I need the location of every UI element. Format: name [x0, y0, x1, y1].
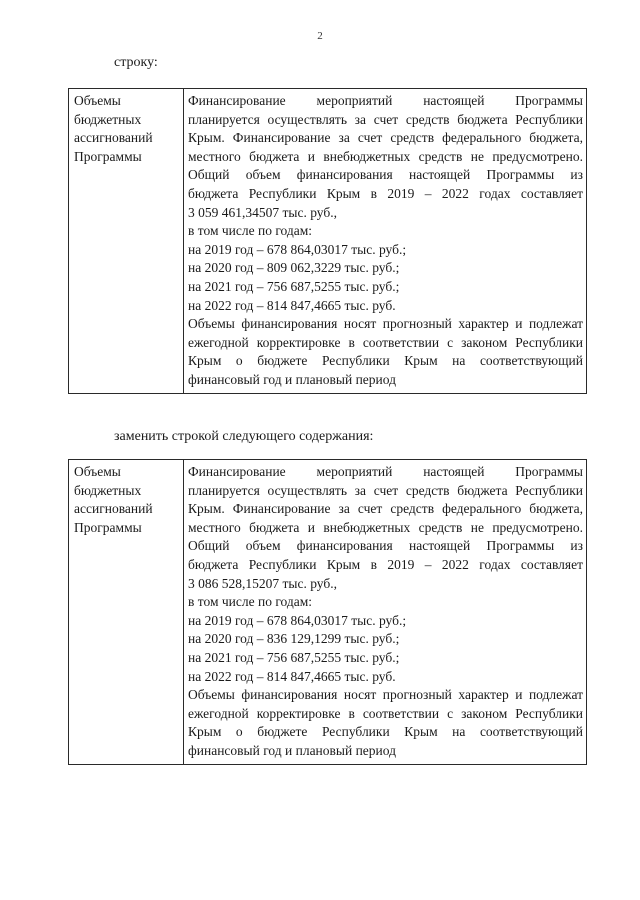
year-amount-2020: на 2020 год – 809 062,3229 тыс. руб.; — [188, 260, 400, 276]
year-amount-2019: на 2019 год – 678 864,03017 тыс. руб.; — [188, 241, 407, 257]
budget-table-new — [68, 459, 587, 765]
content-line: планируется осуществлять за счет средств бюджета Республики — [188, 111, 583, 127]
label-line: бюджетных — [74, 111, 142, 127]
content-line: в том числе по годам: — [188, 223, 313, 239]
label-line: Объемы — [74, 93, 121, 108]
label-line: Объемы — [74, 464, 121, 479]
content-line: Крым о бюджете Республики Крым на соответствующий — [188, 353, 583, 369]
label-cell — [69, 460, 184, 765]
content-line: Финансирование мероприятий настоящей Программы — [188, 93, 583, 108]
page-number: 2 — [317, 30, 323, 42]
table-row — [69, 89, 587, 394]
content-line: финансовый год и плановый период — [188, 742, 396, 758]
content-line: бюджета Республики Крым в 2019 – 2022 годах составляет — [188, 185, 583, 201]
label-cell — [69, 89, 184, 394]
content-line: планируется осуществлять за счет средств бюджета Республики — [188, 482, 583, 498]
table-row — [69, 460, 587, 765]
content-line: в том числе по годам: — [188, 594, 313, 610]
total-amount: 3 059 461,34507 тыс. руб., — [188, 204, 337, 220]
content-line: Финансирование мероприятий настоящей Программы — [188, 464, 583, 479]
label-line: ассигнований — [74, 130, 153, 146]
budget-table-old — [68, 88, 587, 394]
label-line: ассигнований — [74, 501, 153, 517]
content-line: Объемы финансирования носят прогнозный характер и подлежат — [188, 316, 583, 332]
content-line: финансовый год и плановый период — [188, 371, 396, 387]
content-cell — [184, 460, 587, 765]
replace-paragraph: заменить строкой следующего содержания: — [114, 429, 374, 444]
content-line: ежегодной корректировке в соответствии с законом Республики — [188, 334, 583, 350]
content-line: ежегодной корректировке в соответствии с законом Республики — [188, 705, 583, 721]
intro-paragraph: строку: — [114, 55, 158, 70]
label-line: бюджетных — [74, 482, 142, 498]
content-line: местного бюджета и внебюджетных средств не предусмотрено. — [188, 148, 583, 164]
total-amount: 3 086 528,15207 тыс. руб., — [188, 575, 337, 591]
content-line: Общий объем финансирования настоящей Программы из — [188, 538, 583, 554]
content-line: местного бюджета и внебюджетных средств не предусмотрено. — [188, 519, 583, 535]
content-line: Крым. Финансирование за счет средств федерального бюджета, — [188, 130, 583, 146]
content-line: бюджета Республики Крым в 2019 – 2022 годах составляет — [188, 556, 583, 572]
content-line: Объемы финансирования носят прогнозный характер и подлежат — [188, 687, 583, 703]
content-line: Крым. Финансирование за счет средств федерального бюджета, — [188, 501, 583, 517]
content-line: Крым о бюджете Республики Крым на соответствующий — [188, 724, 583, 740]
year-amount-2019: на 2019 год – 678 864,03017 тыс. руб.; — [188, 612, 407, 628]
year-amount-2020: на 2020 год – 836 129,1299 тыс. руб.; — [188, 631, 400, 647]
year-amount-2022: на 2022 год – 814 847,4665 тыс. руб. — [188, 668, 396, 684]
year-amount-2021: на 2021 год – 756 687,5255 тыс. руб.; — [188, 278, 400, 294]
year-amount-2022: на 2022 год – 814 847,4665 тыс. руб. — [188, 297, 396, 313]
content-cell — [184, 89, 587, 394]
label-line: Программы — [74, 519, 142, 535]
label-line: Программы — [74, 148, 142, 164]
year-amount-2021: на 2021 год – 756 687,5255 тыс. руб.; — [188, 649, 400, 665]
content-line: Общий объем финансирования настоящей Программы из — [188, 167, 583, 183]
